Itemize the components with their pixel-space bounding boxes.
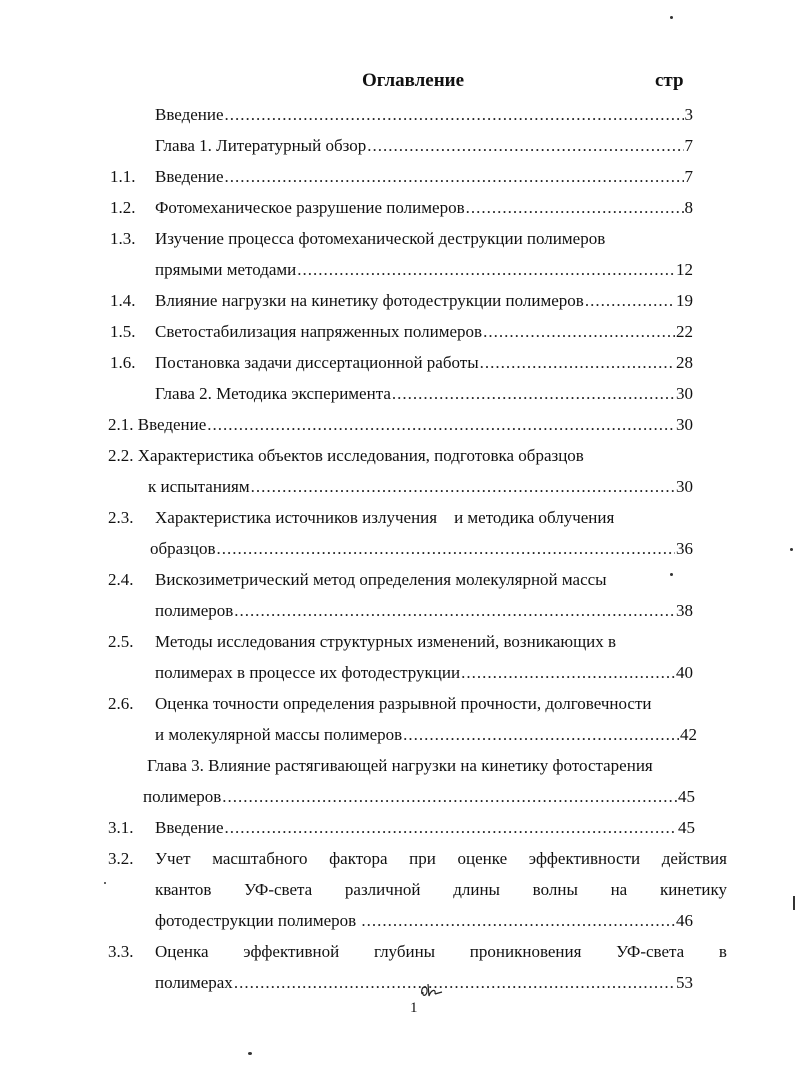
leader-dots xyxy=(217,538,675,560)
toc-entry-3-2-cont: квантов УФ-света различной длины волны на кинетику xyxy=(155,880,727,899)
scan-speck xyxy=(793,896,795,910)
leader-dots xyxy=(225,104,684,126)
toc-entry-1-3-cont: прямыми методами ..... 12 xyxy=(155,259,693,281)
section-number: 2.6. xyxy=(108,694,134,713)
scan-speck xyxy=(104,882,106,884)
toc-entry-3-3: Оценка эффективной глубины проникновения УФ-света в xyxy=(155,942,727,961)
leader-dots xyxy=(585,290,675,312)
page-number: 1 xyxy=(410,1000,418,1016)
toc-entry-3-3-cont: полимерах ..... 53 xyxy=(155,972,693,994)
toc-entry-1-5: Светостабилизация напряженных полимеров ..... 22 xyxy=(155,321,693,343)
section-number: 2.3. xyxy=(108,508,134,527)
scan-speck xyxy=(790,548,793,551)
section-number: 3.3. xyxy=(108,942,134,961)
leader-dots xyxy=(234,972,675,994)
toc-entry-introduction: Введение ..... 3 xyxy=(155,104,693,126)
leader-dots xyxy=(361,910,675,932)
leader-dots xyxy=(251,476,675,498)
toc-entry-1-2: Фотомеханическое разрушение полимеров ..... 8 xyxy=(155,197,693,219)
section-number: 1.6. xyxy=(110,353,136,372)
leader-dots xyxy=(367,135,683,157)
toc-entry-3-1: Введение ..... 45 xyxy=(155,817,695,839)
toc-heading xyxy=(0,70,798,94)
toc-entry-chapter-2: Глава 2. Методика эксперимента ..... 30 xyxy=(155,383,693,405)
toc-entry-2-3-cont: образцов ..... 36 xyxy=(150,538,693,560)
toc-entry-2-5: Методы исследования структурных изменений, возникающих в xyxy=(155,632,617,651)
toc-entry-1-4: Влияние нагрузки на кинетику фотодеструкции полимеров ..... 19 xyxy=(155,290,693,312)
leader-dots xyxy=(222,786,677,808)
leader-dots xyxy=(466,197,684,219)
toc-entry-1-6: Постановка задачи диссертационной работы ..... 28 xyxy=(155,352,693,374)
leader-dots xyxy=(403,724,679,746)
toc-entry-chapter-3: Глава 3. Влияние растягивающей нагрузки на кинетику фотостарения xyxy=(147,756,653,775)
leader-dots xyxy=(225,166,684,188)
scan-speck xyxy=(670,16,673,19)
toc-entry-1-3: Изучение процесса фотомеханической деструкции полимеров xyxy=(155,229,606,248)
leader-dots xyxy=(234,600,675,622)
section-number: 3.1. xyxy=(108,818,134,837)
leader-dots xyxy=(207,414,675,436)
toc-entry-2-6: Оценка точности определения разрывной прочности, долговечности xyxy=(155,694,652,713)
scan-speck xyxy=(670,573,673,576)
toc-entry-2-2-cont: к испытаниям ..... 30 xyxy=(148,476,693,498)
section-number: 2.5. xyxy=(108,632,134,651)
scan-speck xyxy=(248,1052,252,1055)
toc-entry-2-1: 2.1. Введение ..... 30 xyxy=(108,414,693,436)
page-column-label: стр xyxy=(655,70,684,91)
section-number: 1.1. xyxy=(110,167,136,186)
toc-entry-1-1: Введение ..... 7 xyxy=(155,166,693,188)
handwritten-initial-mark xyxy=(418,980,444,1002)
leader-dots xyxy=(392,383,675,405)
toc-entry-2-4: Вискозиметрический метод определения молекулярной массы xyxy=(155,570,607,589)
toc-entry-2-5-cont: полимерах в процессе их фотодеструкции ..... 40 xyxy=(155,662,693,684)
leader-dots xyxy=(483,321,675,343)
leader-dots xyxy=(461,662,675,684)
toc-entry-3-2-cont2: фотодеструкции полимеров ..... 46 xyxy=(155,910,693,932)
leader-dots xyxy=(297,259,675,281)
section-number: 2.4. xyxy=(108,570,134,589)
section-number: 1.3. xyxy=(110,229,136,248)
section-number: 3.2. xyxy=(108,849,134,868)
toc-entry-2-3: Характеристика источников излучения и методика облучения xyxy=(155,508,615,527)
leader-dots xyxy=(225,817,677,839)
leader-dots xyxy=(480,352,675,374)
toc-entry-3-2: Учет масштабного фактора при оценке эффективности действия xyxy=(155,849,727,868)
toc-entry-chapter-3-cont: полимеров ..... 45 xyxy=(143,786,695,808)
toc-title: Оглавление xyxy=(362,70,465,91)
toc-entry-2-6-cont: и молекулярной массы полимеров ..... 42 xyxy=(155,724,697,746)
toc-entry-2-4-cont: полимеров ..... 38 xyxy=(155,600,693,622)
toc-entry-chapter-1: Глава 1. Литературный обзор ..... 7 xyxy=(155,135,693,157)
section-number: 1.2. xyxy=(110,198,136,217)
toc-entry-2-2: 2.2. Характеристика объектов исследования, подготовка образцов xyxy=(108,446,584,465)
section-number: 1.4. xyxy=(110,291,136,310)
section-number: 1.5. xyxy=(110,322,136,341)
